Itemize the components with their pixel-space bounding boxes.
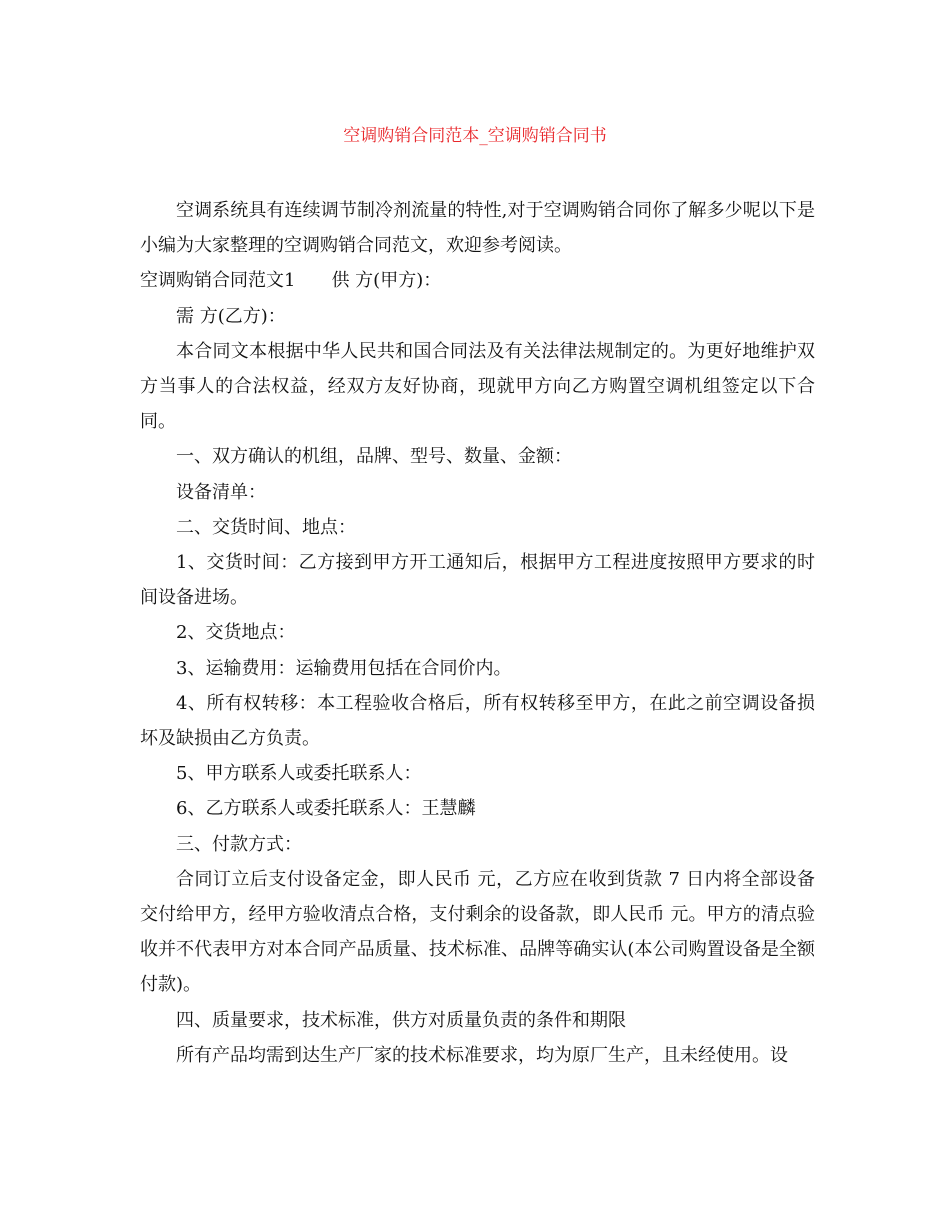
- paragraph-quality: 所有产品均需到达生产厂家的技术标准要求，均为原厂生产，且未经使用。设: [176, 1044, 788, 1066]
- paragraph-delivery-time: 1、交货时间：乙方接到甲方开工通知后，根据甲方工程进度按照甲方要求的时间设备进场。: [140, 552, 815, 609]
- paragraph-contract-basis: 本合同文本根据中华人民共和国合同法及有关法律法规制定的。为更好地维护双方当事人的合法权益，经双方友好协商，现就甲方向乙方购置空调机组签定以下合同。: [140, 340, 815, 433]
- paragraph-section-2: 二、交货时间、地点：: [176, 516, 356, 538]
- document-title: 空调购销合同范本_空调购销合同书: [343, 126, 607, 146]
- paragraph-equipment-list: 设备清单：: [176, 481, 266, 503]
- sample-heading: 空调购销合同范文1: [140, 270, 296, 292]
- buyer-label: 需 方(乙方)：: [176, 305, 286, 327]
- supplier-label: 供 方(甲方)：: [331, 270, 442, 292]
- paragraph-transport-cost: 3、运输费用：运输费用包括在合同价内。: [176, 657, 512, 679]
- paragraph-section-4: 四、质量要求，技术标准，供方对质量负责的条件和期限: [176, 1009, 626, 1031]
- paragraph-party-b-contact: 6、乙方联系人或委托联系人：王慧麟: [176, 798, 476, 820]
- paragraph-party-a-contact: 5、甲方联系人或委托联系人：: [176, 763, 422, 785]
- sample-heading-line: [140, 263, 815, 298]
- paragraph-ownership: 4、所有权转移：本工程验收合格后，所有权转移至甲方，在此之前空调设备损坏及缺损由乙方负责。: [140, 692, 815, 750]
- document-body: [140, 193, 815, 1073]
- intro-paragraph: 空调系统具有连续调节制冷剂流量的特性,对于空调购销合同你了解多少呢以下是小编为大家整理的空调购销合同范文，欢迎参考阅读。: [140, 200, 815, 257]
- paragraph-delivery-place: 2、交货地点：: [176, 622, 296, 644]
- paragraph-section-1: 一、双方确认的机组，品牌、型号、数量、金额：: [176, 446, 572, 468]
- paragraph-section-3: 三、付款方式：: [176, 833, 302, 855]
- paragraph-payment: 合同订立后支付设备定金，即人民币 元，乙方应在收到货款 7 日内将全部设备交付给甲方，经甲方验收清点合格，支付剩余的设备款，即人民币 元。甲方的清点验收并不代表甲方对本合同产品质量、技术标准、品牌等确实认(本公司购置设备是全额付款)。: [140, 868, 815, 996]
